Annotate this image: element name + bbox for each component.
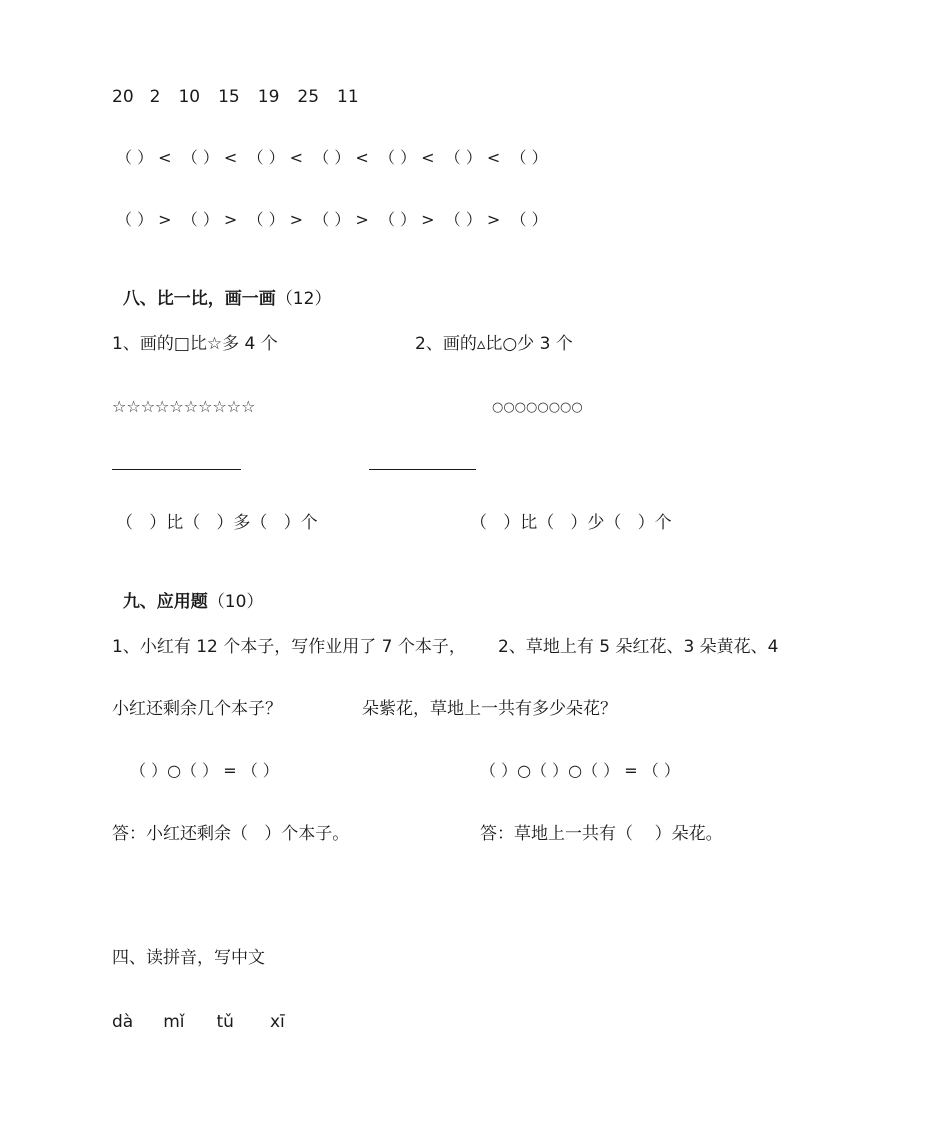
section8-answer2: （ ）比（ ）少（ ）个 <box>470 513 672 533</box>
pinyin-item: xī <box>269 1012 285 1032</box>
section9-answer1: 答：小红还剩余（ ）个本子。 <box>112 824 350 844</box>
section8-heading <box>112 274 331 308</box>
ascending-order-line: （ ） < （ ） < （ ） < （ ） < （ ） < （ ） < （ ） <box>116 148 548 167</box>
section9-q2-line2: 朵紫花，草地上一共有多少朵花？ <box>362 699 617 719</box>
number-item: 2 <box>149 87 161 107</box>
section8-answer1: （ ）比（ ）多（ ）个 <box>116 513 318 533</box>
pinyin-item: mǐ <box>163 1012 185 1032</box>
section9-heading <box>112 577 263 611</box>
section8-q2: 2、画的▵比○少 3 个 <box>415 334 573 354</box>
section9-score: （10） <box>207 592 264 612</box>
section8-title: 八、比一比，画一画 <box>122 289 276 309</box>
descending-order-line: （ ） > （ ） > （ ） > （ ） > （ ） > （ ） > （ ） <box>116 210 548 229</box>
pinyin-item: dà <box>112 1012 134 1032</box>
section9-equation1: （ ）○（ ） = （ ） <box>130 761 279 780</box>
section9-equation2: （ ）○（ ）○（ ） = （ ） <box>480 761 680 780</box>
section9-q1-line1: 1、小红有 12 个本子，写作业用了 7 个本子， <box>112 637 466 657</box>
number-list <box>112 87 359 107</box>
section9-q2-line1: 2、草地上有 5 朵红花、3 朵黄花、4 <box>498 637 779 657</box>
number-item: 15 <box>218 87 240 107</box>
number-item: 20 <box>112 87 134 107</box>
section8-score: （12） <box>275 289 332 309</box>
drawing-line-1 <box>112 469 241 470</box>
number-item: 10 <box>178 87 201 107</box>
section8-q1: 1、画的□比☆多 4 个 <box>112 334 278 354</box>
drawing-line-2 <box>369 469 476 470</box>
section9-title: 九、应用题 <box>122 592 208 612</box>
number-item: 25 <box>297 87 320 107</box>
number-item: 11 <box>337 87 359 107</box>
circles-row: ○○○○○○○○ <box>492 400 583 415</box>
stars-row: ☆☆☆☆☆☆☆☆☆☆ <box>112 397 256 416</box>
pinyin-list <box>112 1012 285 1032</box>
section4-heading: 四、读拼音，写中文 <box>112 948 265 968</box>
section9-q1-line2: 小红还剩余几个本子？ <box>112 699 282 719</box>
number-item: 19 <box>257 87 280 107</box>
pinyin-item: tǔ <box>216 1012 234 1032</box>
section9-answer2: 答：草地上一共有（ ）朵花。 <box>480 824 723 844</box>
